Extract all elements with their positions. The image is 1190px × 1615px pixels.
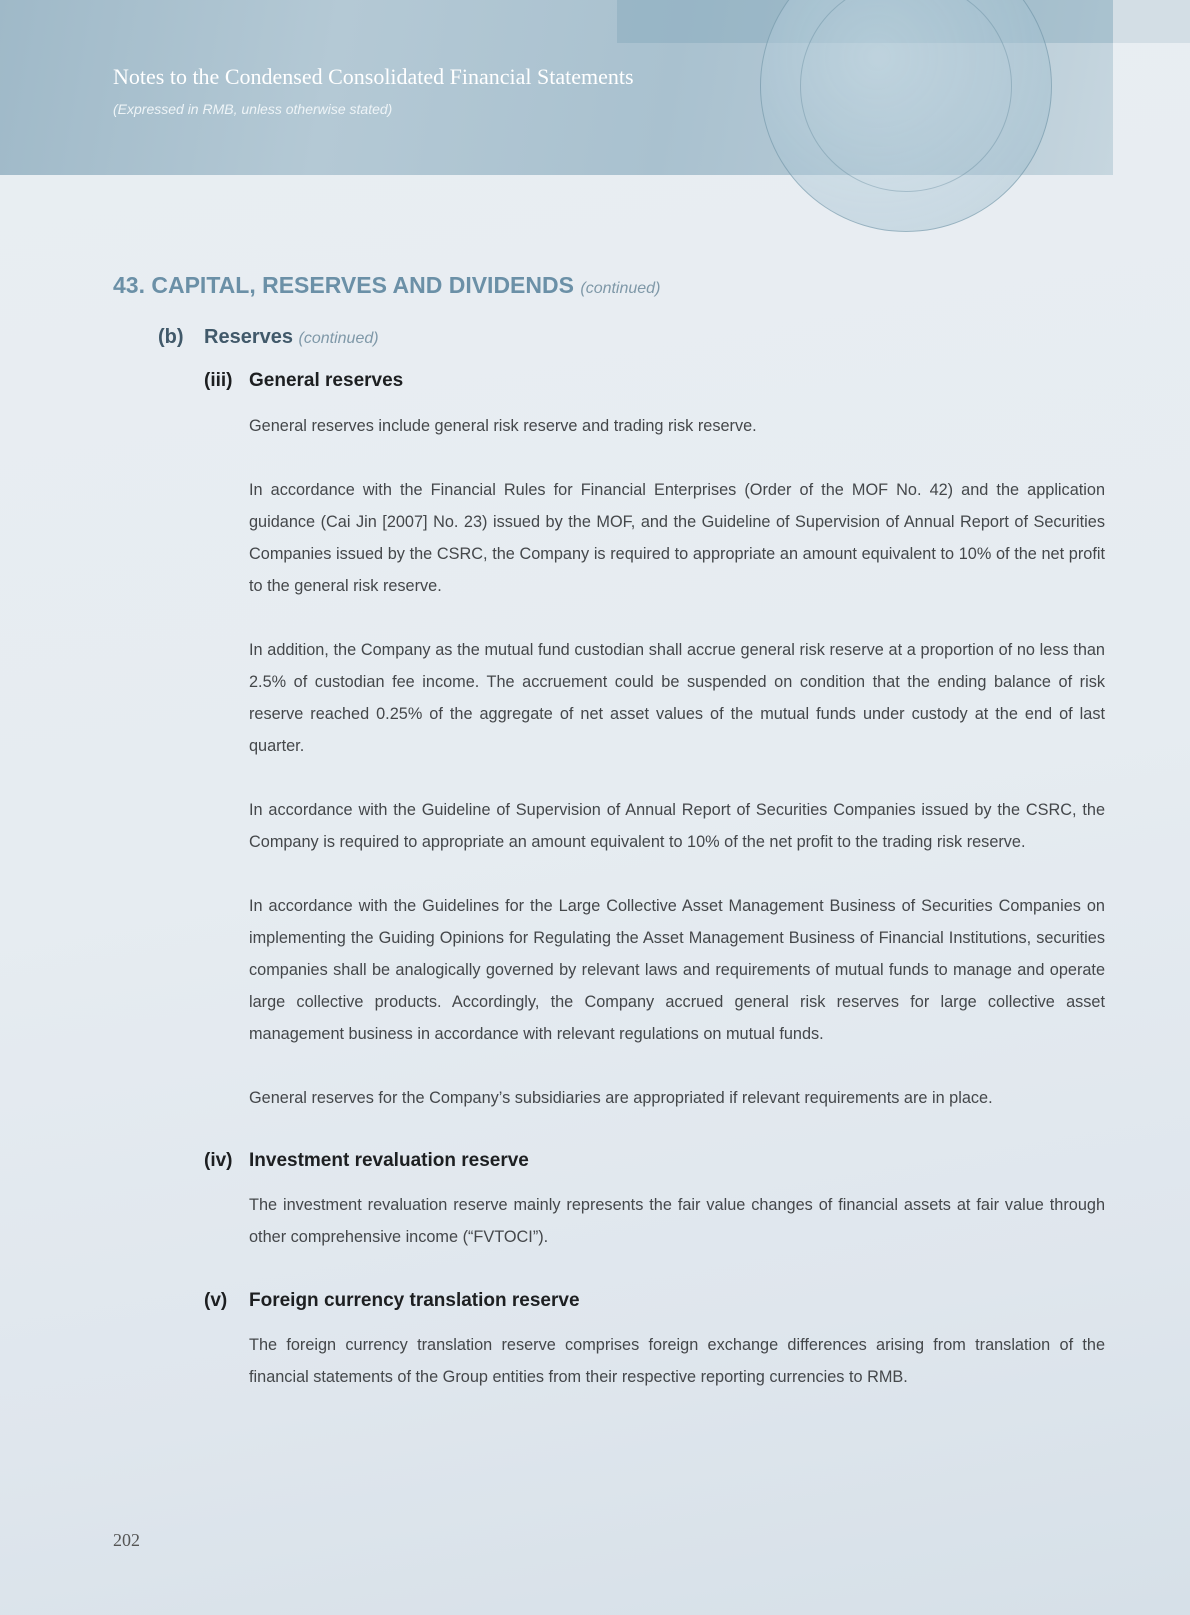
banner-edge-decoration xyxy=(1113,0,1190,43)
item-number: (iii) xyxy=(204,370,233,391)
paragraph: The investment revaluation reserve mainly represents the fair value changes of financial assets at fair value through other comprehensive income (“FVTOCI”). xyxy=(249,1196,1105,1246)
subsection-title: Reserves xyxy=(204,326,293,348)
paragraph: In accordance with the Guideline of Supervision of Annual Report of Securities Companies issued by the CSRC, the Company is required to appropriate an amount equivalent to 10% of the net profit to the trading risk reserve. xyxy=(249,801,1105,851)
paragraph: In accordance with the Guidelines for the Large Collective Asset Management Business of Securities Companies on implementing the Guiding Opinions for Regulating the Asset Management Business of Financial Institutions, securities companies shall be analogically governed by relevant laws and requirements of mutual funds to manage and operate large collective products. Accordingly, the Company accrued general risk reserves for large collective asset management business in accordance with relevant regulations on mutual funds. xyxy=(249,897,1105,1043)
subsection-number: (b) xyxy=(158,326,184,348)
item-title: Foreign currency translation reserve xyxy=(249,1290,580,1311)
item-number: (iv) xyxy=(204,1150,233,1171)
item-title: General reserves xyxy=(249,370,404,391)
header-title: Notes to the Condensed Consolidated Financial Statements xyxy=(113,64,634,89)
item-heading-investment-revaluation-reserve xyxy=(204,1150,529,1172)
item-heading-foreign-currency-translation-reserve xyxy=(204,1290,580,1312)
subsection-continued: (continued) xyxy=(298,330,379,347)
section-heading xyxy=(113,272,660,299)
item-number: (v) xyxy=(204,1290,228,1311)
paragraph: The foreign currency translation reserve comprises foreign exchange differences arising from translation of the financial statements of the Group entities from their respective reporting currencies to RMB. xyxy=(249,1336,1105,1386)
subsection-heading xyxy=(158,326,379,349)
item-heading-general-reserves xyxy=(204,370,403,392)
page-number: 202 xyxy=(113,1530,140,1550)
section-continued: (continued) xyxy=(580,280,661,297)
header-subtitle: (Expressed in RMB, unless otherwise stated) xyxy=(113,101,393,117)
section-number: 43. xyxy=(113,272,145,298)
paragraph: In accordance with the Financial Rules for Financial Enterprises (Order of the MOF No. 42) and the application guidance (Cai Jin [2007] No. 23) issued by the MOF, and the Guideline of Supervision of Annual Report of Securities Companies issued by the CSRC, the Company is required to appropriate an amount equivalent to 10% of the net profit to the general risk reserve. xyxy=(249,481,1105,595)
paragraph: General reserves for the Company’s subsidiaries are appropriated if relevant requirements are in place. xyxy=(249,1089,993,1107)
paragraph: General reserves include general risk reserve and trading risk reserve. xyxy=(249,417,757,435)
section-title: CAPITAL, RESERVES AND DIVIDENDS xyxy=(151,272,574,298)
item-title: Investment revaluation reserve xyxy=(249,1150,529,1171)
paragraph: In addition, the Company as the mutual fund custodian shall accrue general risk reserve at a proportion of no less than 2.5% of custodian fee income. The accruement could be suspended on condition that the ending balance of risk reserve reached 0.25% of the aggregate of net asset values of the mutual funds under custody at the end of last quarter. xyxy=(249,641,1105,755)
